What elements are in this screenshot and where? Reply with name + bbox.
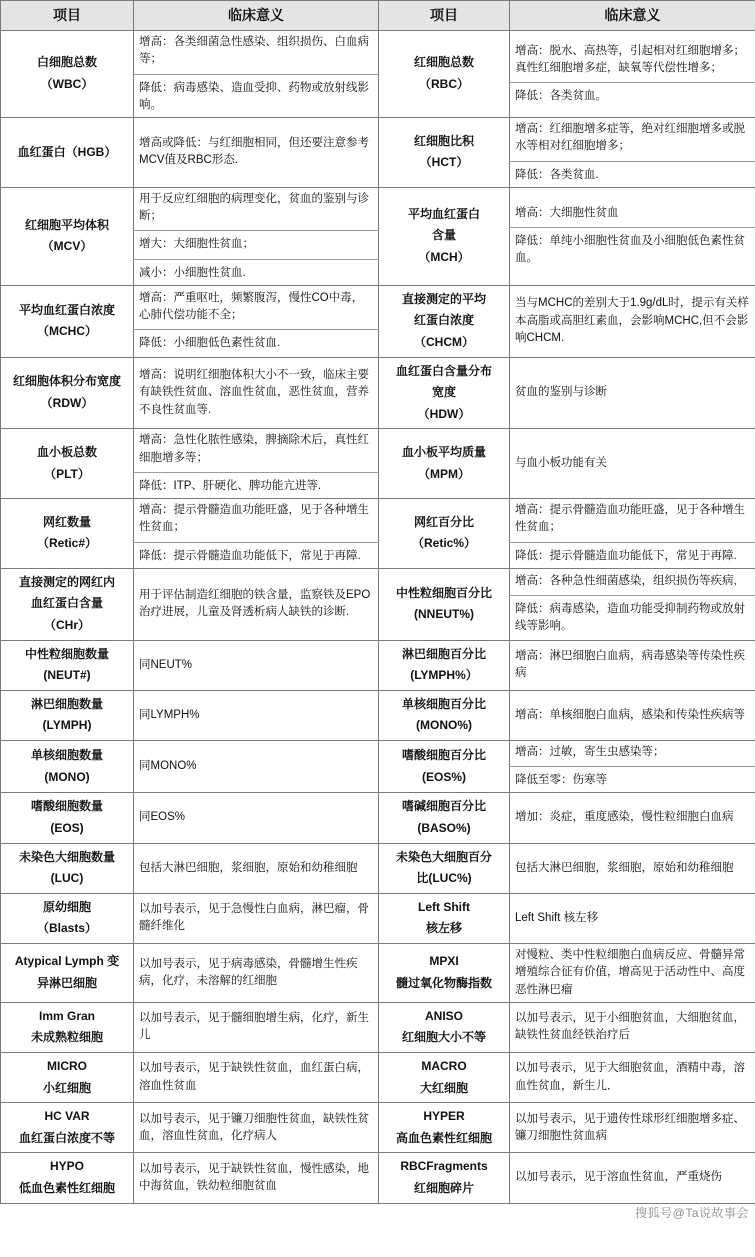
clinical-meaning-right [510, 690, 755, 740]
clinical-meaning-line: 以加号表示，见于急慢性白血病，淋巴瘤，骨髓纤维化 [139, 903, 369, 933]
clinical-meaning-left [134, 1103, 379, 1153]
clinical-meaning-line: 降低：单纯小细胞性贫血及小细胞低色素性贫血。 [515, 235, 745, 265]
clinical-meaning-left [134, 357, 379, 429]
table-row [1, 31, 755, 118]
test-item-name-line: MICRO [47, 1058, 87, 1073]
clinical-meaning-right [510, 1103, 755, 1153]
clinical-meaning-right [510, 843, 755, 893]
table-row [1, 357, 755, 429]
clinical-meaning-right [510, 740, 755, 793]
test-item-name-line: (BASO%) [417, 821, 471, 836]
clinical-meaning-line: 增高：淋巴细胞白血病，病毒感染等传染性疾病 [515, 649, 745, 680]
table-row [1, 944, 755, 1003]
test-item-name-right [379, 1052, 510, 1102]
test-item-name-line: HYPO [49, 1159, 84, 1174]
clinical-meaning-right [510, 499, 755, 569]
test-item-name-line: 血红蛋白浓度不等 [18, 1130, 115, 1145]
clinical-meaning-line: 降低：各类贫血。 [515, 90, 607, 103]
test-item-name-line: 红细胞碎片 [413, 1180, 474, 1195]
test-item-name-line: （Blasts） [36, 921, 98, 936]
test-item-name-line: 未染色大细胞数量 [18, 849, 115, 864]
test-item-name-left [1, 1153, 134, 1203]
clinical-meaning-right [510, 640, 755, 690]
test-item-name-right [379, 843, 510, 893]
test-item-name-line: 网红数量 [42, 514, 91, 529]
cell-divider [510, 542, 755, 543]
test-item-name-left [1, 1052, 134, 1102]
clinical-meaning-left [134, 843, 379, 893]
test-item-name-left [1, 31, 134, 118]
clinical-meaning-right [510, 285, 755, 357]
clinical-meaning-right [510, 893, 755, 943]
test-item-name-left [1, 187, 134, 285]
test-item-name-line: 血小板平均质量 [401, 445, 486, 460]
clinical-meaning-line: 降低：小细胞低色素性贫血. [139, 337, 281, 350]
clinical-meaning-line: 增高：提示骨髓造血功能旺盛，见于各种增生性贫血； [515, 504, 745, 534]
test-item-name-line: 嗜酸细胞百分比 [401, 748, 486, 763]
clinical-meaning-line: 以加号表示，见于缺铁性贫血，血红蛋白病，溶血性贫血 [139, 1062, 369, 1092]
test-item-name-line: (LUC) [50, 871, 84, 886]
test-item-name-right [379, 1002, 510, 1052]
clinical-meaning-right [510, 568, 755, 640]
test-item-name-left [1, 499, 134, 569]
test-item-name-line: 嗜碱细胞百分比 [401, 799, 486, 814]
table-row [1, 1052, 755, 1102]
cell-divider [134, 259, 378, 260]
test-item-name-left [1, 285, 134, 357]
clinical-meaning-line: 增高：严重呕吐，频繁腹泻，慢性CO中毒，心肺代偿功能不全； [139, 291, 364, 322]
test-item-name-line: 高血色素性红细胞 [395, 1130, 492, 1145]
table-row [1, 740, 755, 793]
test-item-name-line: 平均血红蛋白 [407, 206, 480, 221]
test-item-name-line: ANISO [424, 1008, 463, 1023]
clinical-meaning-line: 增高：过敏，寄生虫感染等； [515, 745, 665, 758]
header-item-left: 项目 [1, 1, 134, 31]
clinical-meaning-line: 用于评估制造红细胞的铁含量，监察铁及EPO治疗进展，儿童及肾透析病人缺铁的诊断. [139, 588, 371, 619]
test-item-name-line: 红蛋白浓度 [413, 313, 474, 328]
test-item-name-line: 髓过氧化物酶指数 [395, 975, 492, 990]
test-item-name-right [379, 893, 510, 943]
clinical-meaning-right [510, 944, 755, 1003]
clinical-meaning-left [134, 893, 379, 943]
clinical-meaning-line: 以加号表示，见于病毒感染，骨髓增生性疾病，化疗，未溶解的红细胞 [139, 957, 358, 987]
test-item-name-left [1, 944, 134, 1003]
test-item-name-line: (MONO) [44, 769, 90, 784]
clinical-meaning-line: 降低：ITP、肝硬化、脾功能亢进等. [139, 479, 322, 492]
test-item-name-right [379, 793, 510, 843]
test-item-name-line: （Retic%） [411, 536, 476, 551]
test-item-name-right [379, 187, 510, 285]
table-row [1, 690, 755, 740]
clinical-meaning-line: 降低：病毒感染，造血功能受抑制药物或放射线等影响。 [515, 603, 745, 633]
test-item-name-line: 中性粒细胞百分比 [395, 585, 492, 600]
test-item-name-line: 直接测定的网红内 [18, 574, 115, 589]
test-item-name-line: （MCV） [41, 239, 93, 254]
test-item-name-line: 小红细胞 [42, 1080, 91, 1095]
clinical-meaning-left [134, 1153, 379, 1203]
clinical-meaning-line: 以加号表示，见于溶血性贫血，严重烧伤 [515, 1171, 722, 1184]
clinical-meaning-line: 包括大淋巴细胞，浆细胞，原始和幼稚细胞 [139, 861, 358, 874]
table-header [1, 1, 755, 31]
clinical-meaning-line: 增高：大细胞性贫血 [515, 206, 619, 219]
test-item-name-right [379, 357, 510, 429]
test-item-name-right [379, 640, 510, 690]
cell-divider [134, 230, 378, 231]
test-item-name-line: (LYMPH%） [410, 668, 478, 683]
clinical-meaning-line: 增高或降低：与红细胞相同，但还要注意参考MCV值及RBC形态. [139, 137, 369, 167]
test-item-name-line: 嗜酸细胞数量 [30, 799, 103, 814]
clinical-meaning-left [134, 429, 379, 499]
test-item-name-right [379, 31, 510, 118]
clinical-meaning-line: 降低：提示骨髓造血功能低下，常见于再障. [515, 549, 737, 562]
test-item-name-line: （MPM） [418, 466, 470, 481]
clinical-meaning-right [510, 1052, 755, 1102]
clinical-meaning-line: 降低：各类贫血. [515, 168, 599, 181]
header-meaning-right: 临床意义 [510, 1, 755, 31]
cell-divider [134, 74, 378, 75]
test-item-name-line: （RBC） [419, 77, 469, 91]
test-item-name-line: Left Shift [418, 899, 470, 914]
clinical-meaning-line: Left Shift 核左移 [515, 911, 599, 924]
test-item-name-line: 淋巴细胞百分比 [401, 646, 486, 661]
test-item-name-line: 低血色素性红细胞 [18, 1180, 115, 1195]
test-item-name-line: RBCFragments [400, 1159, 488, 1174]
clinical-meaning-line: 以加号表示，见于髓细胞增生病，化疗，新生儿 [139, 1012, 369, 1042]
cell-divider [134, 329, 378, 330]
clinical-meaning-left [134, 640, 379, 690]
test-item-name-line: 血红蛋白（HGB） [17, 144, 117, 159]
table-row [1, 118, 755, 188]
test-item-name-line: MACRO [421, 1058, 467, 1073]
clinical-meaning-line: 以加号表示，见于小细胞贫血，大细胞贫血，缺铁性贫血经铁治疗后 [515, 1012, 745, 1042]
test-item-name-right [379, 429, 510, 499]
clinical-meaning-line: 对慢粒、类中性粒细胞白血病反应、骨髓异常增殖综合征有价值，增高见于活动性中、高度恶性淋巴瘤 [515, 949, 745, 996]
test-item-name-line: 原幼细胞 [42, 899, 91, 914]
table-body [1, 31, 755, 1204]
test-item-name-left [1, 357, 134, 429]
clinical-meaning-right [510, 1002, 755, 1052]
test-item-name-line: 中性粒细胞数量 [24, 646, 109, 661]
clinical-meaning-left [134, 944, 379, 1003]
clinical-meaning-line: 降低：病毒感染、造血受抑、药物或放射线影响。 [139, 81, 369, 111]
header-meaning-left: 临床意义 [134, 1, 379, 31]
test-item-name-line: 未成熟粒细胞 [30, 1030, 103, 1045]
cell-divider [510, 766, 755, 767]
clinical-meaning-left [134, 740, 379, 793]
test-item-name-line: MPXI [429, 954, 459, 969]
clinical-meaning-line: 与血小板功能有关 [515, 457, 607, 470]
table-row [1, 893, 755, 943]
test-item-name-left [1, 843, 134, 893]
table-row [1, 568, 755, 640]
clinical-meaning-right [510, 118, 755, 188]
test-item-name-right [379, 499, 510, 569]
test-item-name-line: 红细胞总数 [413, 55, 474, 70]
test-item-name-left [1, 740, 134, 793]
test-item-name-line: （PLT） [44, 466, 90, 481]
clinical-meaning-line: 同NEUT% [139, 658, 193, 671]
test-item-name-left [1, 893, 134, 943]
test-item-name-line: （CHr） [43, 618, 90, 632]
cell-divider [510, 227, 755, 228]
test-item-name-line: （WBC） [40, 77, 94, 91]
test-item-name-line: Atypical Lymph 变 [14, 954, 120, 969]
table-row [1, 187, 755, 285]
clinical-meaning-left [134, 499, 379, 569]
test-item-name-line: 血小板总数 [36, 445, 97, 460]
clinical-meaning-line: 增高：提示骨髓造血功能旺盛，见于各种增生性贫血； [139, 504, 369, 534]
clinical-meaning-right [510, 429, 755, 499]
test-item-name-line: 直接测定的平均 [401, 291, 486, 306]
test-item-name-right [379, 118, 510, 188]
test-item-name-line: 红细胞比积 [413, 133, 474, 148]
test-item-name-line: (NEUT#) [43, 668, 91, 683]
clinical-meaning-left [134, 568, 379, 640]
cell-divider [510, 82, 755, 83]
test-item-name-line: 红细胞体积分布宽度 [12, 374, 121, 389]
test-item-name-right [379, 1153, 510, 1203]
clinical-meaning-right [510, 31, 755, 118]
test-item-name-line: （HDW） [417, 406, 471, 421]
clinical-meaning-left [134, 118, 379, 188]
test-item-name-right [379, 568, 510, 640]
cell-divider [134, 472, 378, 473]
test-item-name-line: 核左移 [425, 921, 462, 936]
table-row [1, 1002, 755, 1052]
test-item-name-line: 平均血红蛋白浓度 [18, 302, 115, 317]
clinical-meaning-line: 当与MCHC的差别大于1.9g/dL时，提示有关样本高脂或高胆红素血，会影响MCHC,但不会影响CHCM. [515, 297, 749, 344]
clinical-meaning-left [134, 1002, 379, 1052]
test-item-name-line: 单核细胞数量 [30, 748, 103, 763]
test-item-name-line: 红细胞平均体积 [24, 217, 109, 232]
cell-divider [510, 161, 755, 162]
clinical-meaning-line: 降低：提示骨髓造血功能低下，常见于再障. [139, 549, 361, 562]
test-item-name-line: HC VAR [44, 1109, 90, 1124]
test-item-name-left [1, 793, 134, 843]
clinical-meaning-line: 降低至零：伤寒等 [515, 774, 607, 787]
header-row [1, 1, 755, 31]
test-item-name-line: （MCH） [418, 250, 470, 265]
clinical-meaning-line: 增高：各种急性细菌感染，组织损伤等疾病, [515, 574, 737, 587]
clinical-meaning-line: 同LYMPH% [139, 708, 200, 721]
clinical-meaning-left [134, 285, 379, 357]
test-item-name-line: (EOS%) [421, 769, 466, 784]
clinical-meaning-left [134, 1052, 379, 1102]
test-item-name-line: 血红蛋白含量 [30, 596, 103, 611]
clinical-meaning-line: 增高：说明红细胞体积大小不一致，临床主要有缺铁性贫血、溶血性贫血，恶性贫血，营养不良性贫血等. [139, 369, 369, 416]
table-row [1, 1153, 755, 1203]
test-item-name-line: 淋巴细胞数量 [30, 696, 103, 711]
header-item-right: 项目 [379, 1, 510, 31]
test-item-name-line: (MONO%) [416, 718, 472, 733]
test-item-name-line: 白细胞总数 [36, 55, 97, 70]
test-item-name-line: （CHCM） [414, 334, 474, 349]
clinical-meaning-line: 以加号表示，见于缺铁性贫血，慢性感染，地中海贫血，铁幼粒细胞贫血 [139, 1162, 369, 1192]
table-row [1, 285, 755, 357]
test-item-name-line: （MCHC） [37, 324, 97, 339]
test-item-name-line: 比(LUC%) [416, 871, 472, 886]
table-row [1, 640, 755, 690]
test-item-name-line: （RDW） [40, 395, 94, 410]
test-item-name-line: （Retic#） [36, 536, 98, 551]
clinical-meaning-line: 同MONO% [139, 760, 197, 773]
clinical-meaning-line: 增加：炎症，重度感染，慢性粒细胞白血病 [515, 811, 734, 824]
test-item-name-line: 红细胞大小不等 [401, 1030, 486, 1045]
clinical-meaning-line: 以加号表示，见于遗传性球形红细胞增多症、镰刀细胞性贫血病 [515, 1112, 745, 1142]
clinical-meaning-line: 贫血的鉴别与诊断 [515, 386, 607, 399]
clinical-meaning-line: 用于反应红细胞的病理变化，贫血的鉴别与诊断； [139, 192, 369, 222]
test-item-name-left [1, 690, 134, 740]
clinical-meaning-left [134, 793, 379, 843]
cell-divider [510, 595, 755, 596]
test-item-name-line: 宽度 [431, 385, 456, 400]
clinical-meaning-line: 增高：脱水、高热等，引起相对红细胞增多；真性红细胞增多症，缺氧等代偿性增多； [515, 44, 745, 74]
test-item-name-right [379, 944, 510, 1003]
clinical-meaning-line: 以加号表示，见于镰刀细胞性贫血，缺铁性贫血，溶血性贫血，化疗病人 [139, 1112, 369, 1142]
test-item-name-right [379, 740, 510, 793]
test-item-name-left [1, 118, 134, 188]
clinical-meaning-line: 增高：急性化脓性感染，脾摘除术后，真性红细胞增多等； [139, 434, 369, 464]
test-item-name-line: HYPER [423, 1109, 465, 1124]
table-row [1, 1103, 755, 1153]
test-item-name-line: 单核细胞百分比 [401, 696, 486, 711]
clinical-meaning-left [134, 187, 379, 285]
table-row [1, 429, 755, 499]
test-item-name-left [1, 1002, 134, 1052]
watermark-text: 搜狐号@Ta说故事会 [635, 1205, 749, 1220]
clinical-meaning-line: 包括大淋巴细胞，浆细胞，原始和幼稚细胞 [515, 861, 734, 874]
test-item-name-right [379, 285, 510, 357]
test-item-name-left [1, 640, 134, 690]
clinical-meaning-right [510, 187, 755, 285]
clinical-meaning-right [510, 1153, 755, 1203]
test-item-name-line: (NNEUT%) [414, 607, 474, 622]
test-item-name-line: 含量 [431, 228, 456, 243]
table-row [1, 843, 755, 893]
clinical-meaning-line: 减小：小细胞性贫血. [139, 266, 246, 279]
clinical-meaning-line: 增高：红细胞增多症等，绝对红细胞增多或脱水等相对红细胞增多； [515, 123, 745, 153]
test-item-name-right [379, 690, 510, 740]
clinical-meaning-line: 增高：单核细胞白血病，感染和传染性疾病等 [515, 708, 745, 721]
clinical-meaning-line: 以加号表示，见于大细胞贫血，酒精中毒，溶血性贫血，新生儿． [515, 1062, 745, 1092]
test-item-name-line: 未染色大细胞百分 [395, 849, 492, 864]
clinical-meaning-line: 同EOS% [139, 811, 186, 824]
clinical-meaning-right [510, 793, 755, 843]
test-item-name-line: 网红百分比 [413, 514, 474, 529]
test-item-name-right [379, 1103, 510, 1153]
footer [0, 1204, 755, 1224]
clinical-meaning-line: 增高：各类细菌急性感染、组织损伤、白血病等； [139, 36, 369, 66]
test-item-name-line: （HCT） [419, 155, 469, 170]
table-row [1, 499, 755, 569]
clinical-meaning-left [134, 690, 379, 740]
table-row [1, 793, 755, 843]
cell-divider [134, 542, 378, 543]
test-item-name-line: 大红细胞 [419, 1080, 468, 1095]
test-item-name-left [1, 568, 134, 640]
test-item-name-left [1, 1103, 134, 1153]
test-item-name-line: 血红蛋白含量分布 [395, 363, 492, 378]
test-item-name-line: (LYMPH) [42, 718, 92, 733]
test-item-name-left [1, 429, 134, 499]
test-item-name-line: Imm Gran [38, 1008, 95, 1023]
test-item-name-line: 异淋巴细胞 [36, 975, 97, 990]
clinical-meaning-line: 增大：大细胞性贫血； [139, 238, 254, 251]
clinical-meaning-left [134, 31, 379, 118]
test-item-name-line: (EOS) [50, 821, 84, 836]
clinical-meaning-right [510, 357, 755, 429]
